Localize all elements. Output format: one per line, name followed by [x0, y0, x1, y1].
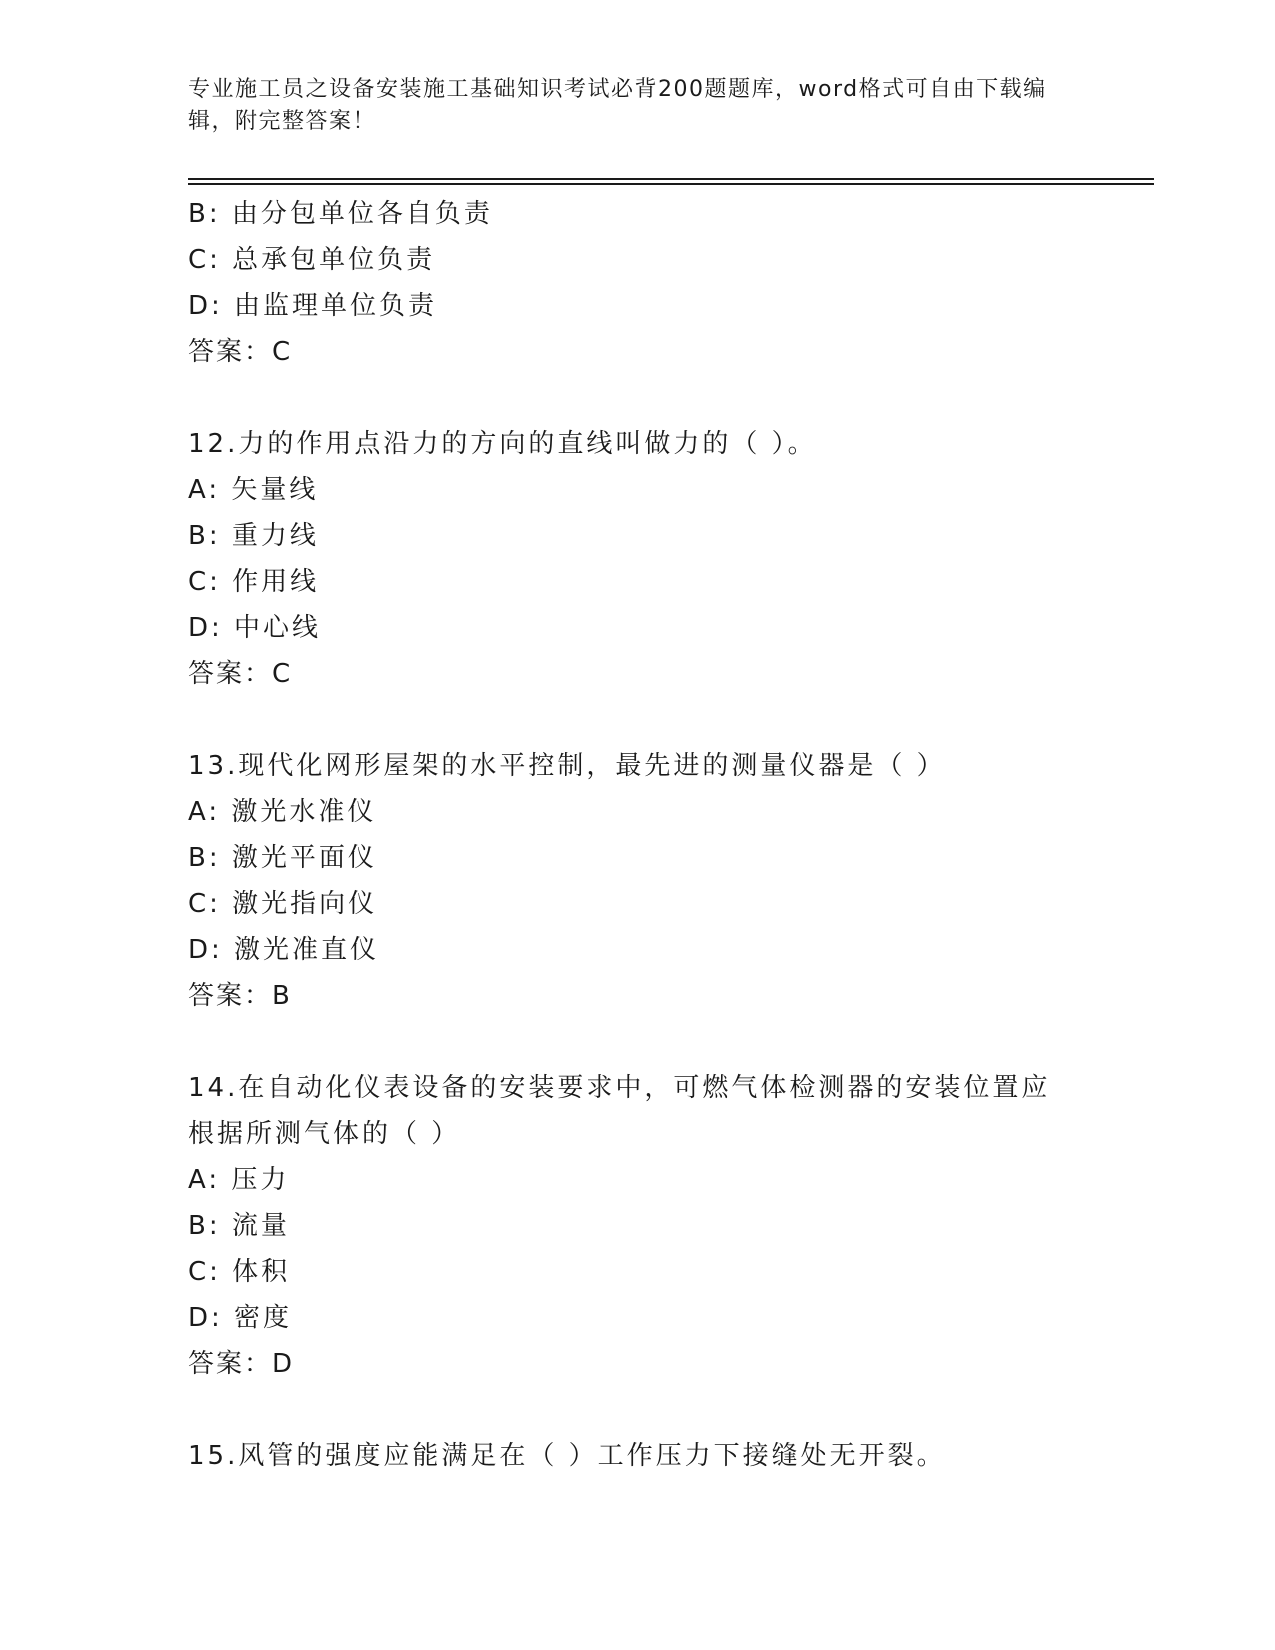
spacer — [188, 697, 1088, 743]
spacer — [188, 1019, 1088, 1065]
question-13 — [188, 743, 1088, 1019]
option-c: C: 激光指向仪 — [188, 889, 378, 919]
option-b: B: 由分包单位各自负责 — [188, 199, 493, 229]
option-a: A: 矢量线 — [188, 475, 319, 505]
question-list — [188, 191, 1088, 1479]
option-d: D: 中心线 — [188, 613, 322, 643]
question-stem: 15.风管的强度应能满足在（ ）工作压力下接缝处无开裂。 — [188, 1441, 946, 1471]
question-stem: 13.现代化网形屋架的水平控制，最先进的测量仪器是（ ） — [188, 751, 946, 781]
answer-text: 答案：C — [188, 337, 293, 367]
question-stem: 12.力的作用点沿力的方向的直线叫做力的（ ）。 — [188, 429, 817, 459]
header-divider-top — [188, 178, 1154, 180]
option-b: B: 重力线 — [188, 521, 319, 551]
header-divider-bottom — [188, 183, 1154, 185]
answer-text: 答案：D — [188, 1349, 295, 1379]
answer-text: 答案：C — [188, 659, 293, 689]
question-12 — [188, 421, 1088, 697]
spacer — [188, 375, 1088, 421]
option-c: C: 总承包单位负责 — [188, 245, 436, 275]
option-b: B: 激光平面仪 — [188, 843, 377, 873]
answer-text: 答案：B — [188, 981, 292, 1011]
document-header: 专业施工员之设备安装施工基础知识考试必背200题题库，word格式可自由下载编辑，附完整答案！ — [188, 77, 1047, 134]
option-c: C: 作用线 — [188, 567, 320, 597]
option-c: C: 体积 — [188, 1257, 291, 1287]
question-11-continued — [188, 191, 1088, 375]
question-15 — [188, 1433, 1088, 1479]
question-stem: 14.在自动化仪表设备的安装要求中，可燃气体检测器的安装位置应根据所测气体的（ ） — [188, 1073, 1051, 1149]
option-d: D: 由监理单位负责 — [188, 291, 438, 321]
option-d: D: 激光准直仪 — [188, 935, 380, 965]
option-b: B: 流量 — [188, 1211, 290, 1241]
option-a: A: 激光水准仪 — [188, 797, 377, 827]
question-14 — [188, 1065, 1088, 1387]
option-d: D: 密度 — [188, 1303, 293, 1333]
option-a: A: 压力 — [188, 1165, 290, 1195]
spacer — [188, 1387, 1088, 1433]
